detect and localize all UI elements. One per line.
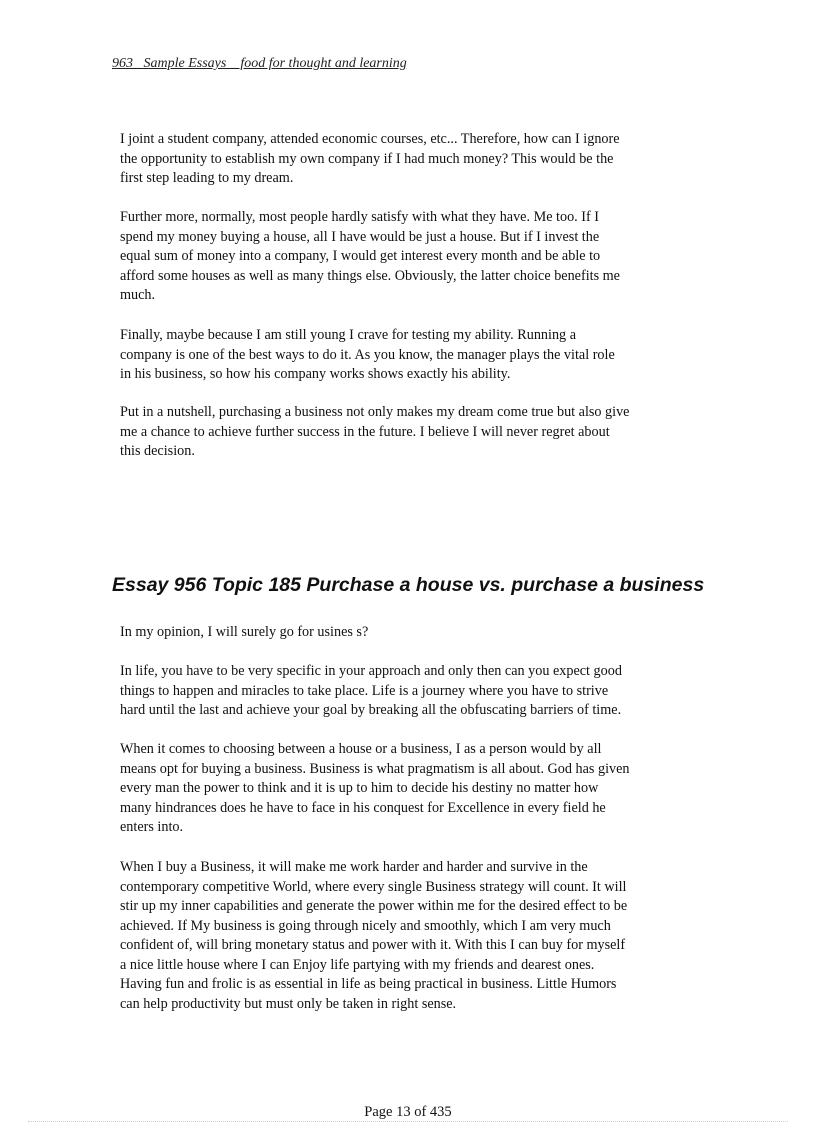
footer-divider	[28, 1121, 788, 1122]
essay-title: Essay 956 Topic 185 Purchase a house vs. purchase a business	[112, 574, 705, 596]
essay-paragraph-2: In life, you have to be very specific in your approach and only then can you expect good things to happen and miracles to take place. Life is a journey where you have to strive hard until the last and achieve your goal by breaking all the obfuscating barriers of time.	[120, 663, 622, 718]
prev-essay-paragraph-1: I joint a student company, attended economic courses, etc... Therefore, how can I ignore the opportunity to establish my own company if I had much money? This would be the first step leading to my dream.	[120, 131, 620, 186]
prev-essay-paragraph-2: Further more, normally, most people hardly satisfy with what they have. Me too. If I spend my money buying a house, all I have would be just a house. But if I invest the equal sum of money into a company, I would get interest every month and be able to afford some houses as well as many things else. Obviously, the latter choice benefits me much.	[120, 209, 620, 303]
page-number: Page 13 of 435	[364, 1104, 452, 1120]
prev-essay-paragraph-4: Put in a nutshell, purchasing a business not only makes my dream come true but also give me a chance to achieve further success in the future. I believe I will never regret about this decision.	[120, 404, 630, 459]
essay-paragraph-4: When I buy a Business, it will make me work harder and harder and survive in the contemporary competitive World, where every single Business strategy will count. It will stir up my inner capabilities and generate the power within me for the desired effect to be achieved. If My business is going through nicely and smoothly, which I am very much confident of, will bring monetary status and power with it. With this I can buy for myself a nice little house where I can Enjoy life partying with my friends and dearest ones. Having fun and frolic is as essential in life as being practical in business. Little Humors can help productivity but must only be taken in right sense.	[120, 859, 628, 1012]
essay-paragraph-1: In my opinion, I will surely go for usines s?	[120, 624, 369, 640]
essay-paragraph-3: When it comes to choosing between a house or a business, I as a person would by all means opt for buying a business. Business is what pragmatism is all about. God has given every man the power to think and it is up to him to decide his destiny no matter how many hindrances does he have to face in his conquest for Excellence in every field he enters into.	[120, 741, 630, 835]
running-header: 963_ Sample Essays _ food for thought and learning	[112, 56, 407, 71]
prev-essay-paragraph-3: Finally, maybe because I am still young I crave for testing my ability. Running a company is one of the best ways to do it. As you know, the manager plays the vital role in his business, so how his company works shows exactly his ability.	[120, 327, 615, 382]
